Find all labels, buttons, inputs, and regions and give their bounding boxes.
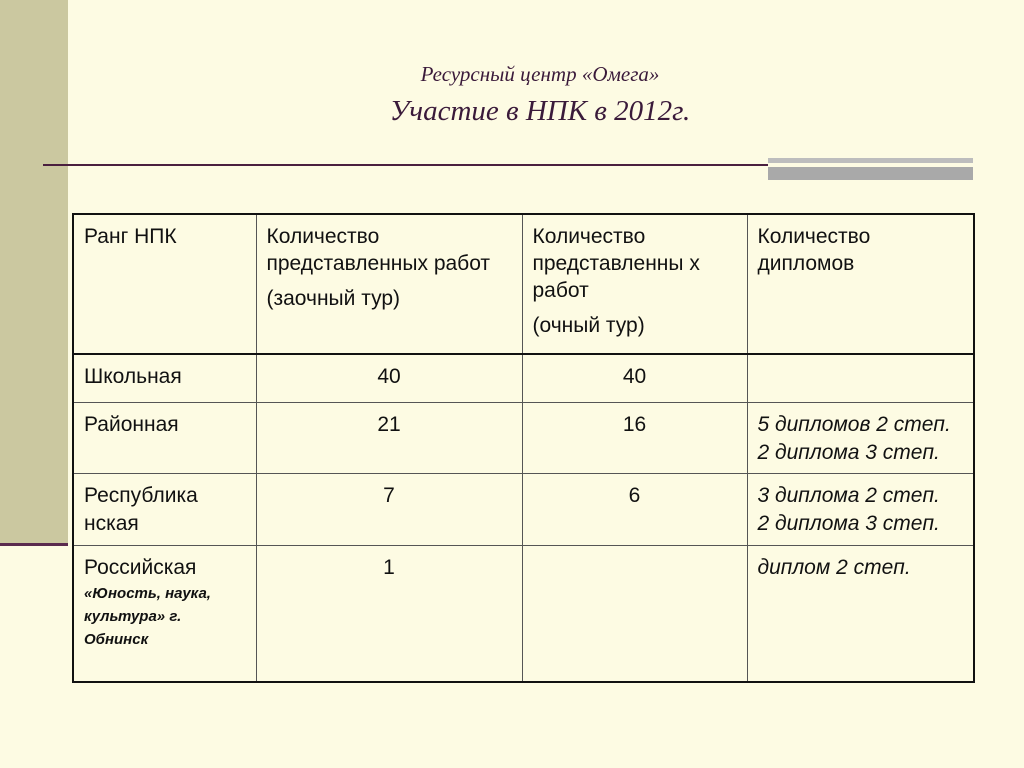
title-divider: [43, 164, 770, 166]
diploma-line: 2 диплома 3 степ.: [757, 440, 940, 464]
left-decor-strip: [0, 0, 68, 545]
npk-table: [72, 213, 975, 683]
column-header-diplomas: [747, 214, 974, 354]
rank-cell: Школьная: [73, 354, 256, 402]
column-header-rank: [73, 214, 256, 354]
slide-subtitle: Ресурсный центр «Омега»: [420, 62, 660, 86]
column-header-zaochny: [256, 214, 522, 354]
ochny-cell: 40: [522, 354, 747, 402]
diploma-line: 2 диплома 3 степ.: [757, 511, 940, 535]
rank-label: Российская: [84, 555, 197, 579]
slide-title: Участие в НПК в 2012г.: [389, 95, 691, 127]
diploma-line: диплом 2 степ.: [757, 555, 911, 579]
rank-cell: [73, 545, 256, 682]
column-header-sub: (очный тур): [532, 314, 645, 337]
rank-cell: Районная: [73, 402, 256, 473]
left-decor-rule: [0, 543, 68, 546]
table-row: [73, 545, 974, 682]
column-header-ochny: [522, 214, 747, 354]
table-row: [73, 354, 974, 402]
table-header-row: [73, 214, 974, 354]
ochny-cell: 16: [522, 402, 747, 473]
table-row: [73, 473, 974, 545]
zaochny-cell: 40: [256, 354, 522, 402]
diploma-line: 3 диплома 2 степ.: [757, 483, 940, 507]
column-header-label: Количество представленных работ: [266, 225, 491, 275]
column-header-sub: (заочный тур): [266, 287, 401, 310]
decor-gray-bar: [768, 158, 973, 180]
ochny-cell: 6: [522, 473, 747, 545]
rank-event-name: «Юность, наука, культура» г. Обнинск: [84, 584, 211, 648]
zaochny-cell: 1: [256, 545, 522, 682]
diploma-line: 5 дипломов 2 степ.: [757, 412, 951, 436]
rank-cell: Республика нская: [73, 473, 256, 545]
zaochny-cell: 7: [256, 473, 522, 545]
diplomas-cell: [747, 354, 974, 402]
ochny-cell: [522, 545, 747, 682]
diplomas-cell: [747, 545, 974, 682]
zaochny-cell: 21: [256, 402, 522, 473]
diplomas-cell: [747, 402, 974, 473]
diplomas-cell: [747, 473, 974, 545]
column-header-label: Ранг НПК: [84, 225, 177, 248]
table-row: [73, 402, 974, 473]
column-header-label: Количество представленны х работ: [532, 225, 700, 302]
column-header-label: Количество дипломов: [757, 225, 871, 275]
